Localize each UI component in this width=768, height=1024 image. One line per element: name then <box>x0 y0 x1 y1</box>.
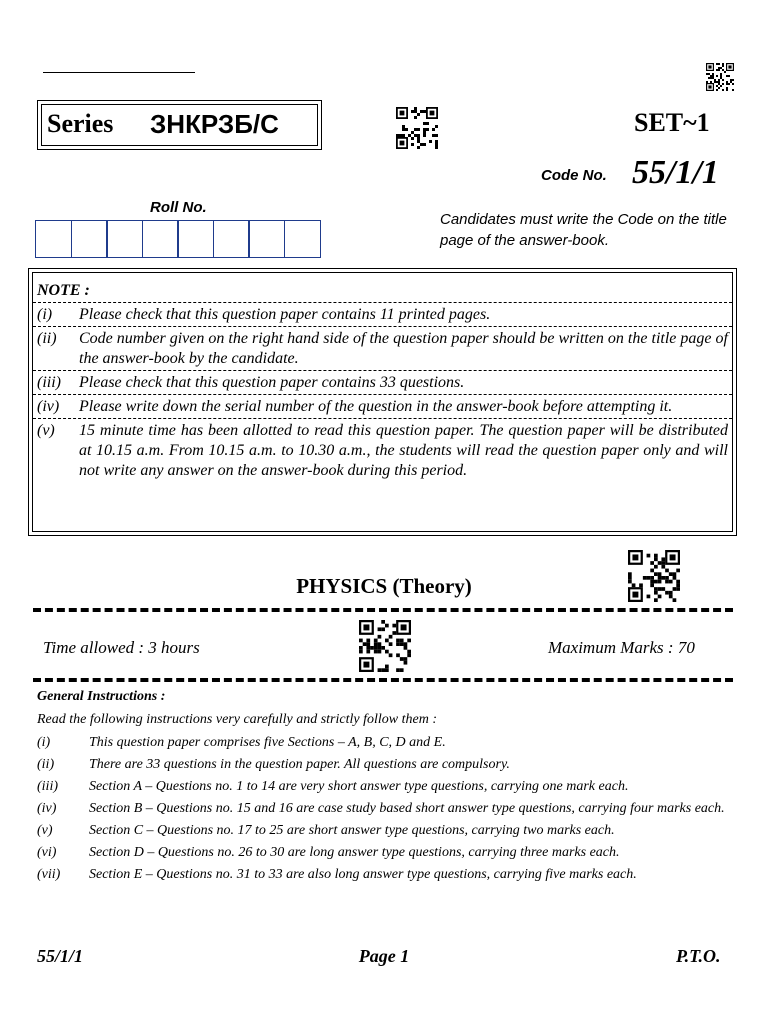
subject-title: PHYSICS (Theory) <box>296 574 472 598</box>
instruction-number: (iii) <box>37 779 58 794</box>
note-item-text: 15 minute time has been allotted to read this question paper. The question paper will be distributed at 10.15 a.m. From 10.15 a.m. to 10.30 a.m., the students will read the question paper only and will not write any answer on the answer-book during this period. <box>79 422 728 479</box>
note-item <box>33 303 732 327</box>
qr-code-top-right <box>706 63 734 91</box>
instruction-item <box>37 801 731 817</box>
instruction-number: (vii) <box>37 867 61 882</box>
instruction-number: (vi) <box>37 845 57 860</box>
note-item <box>33 395 732 419</box>
roll-no-box[interactable] <box>35 220 72 258</box>
note-item-number: (v) <box>37 422 55 439</box>
note-item-text: Please write down the serial number of the question in the answer-book before attempting it. <box>79 398 673 415</box>
note-item <box>33 327 732 371</box>
dashed-divider-bottom <box>33 678 733 682</box>
instruction-text: Section E – Questions no. 31 to 33 are also long answer type questions, carrying five marks each. <box>89 867 637 882</box>
instruction-number: (i) <box>37 735 51 750</box>
note-item-text: Please check that this question paper contains 11 printed pages. <box>79 306 491 323</box>
instruction-text: This question paper comprises five Sections – A, B, C, D and E. <box>89 735 446 750</box>
top-rule <box>43 72 195 73</box>
series-code: ЗНКРЗБ/С <box>150 109 279 139</box>
roll-no-box[interactable] <box>284 220 321 258</box>
note-title: NOTE : <box>33 273 732 303</box>
note-list <box>33 303 732 482</box>
code-no-value: 55/1/1 <box>632 154 719 191</box>
roll-no-box[interactable] <box>248 220 285 258</box>
qr-code-header <box>396 107 438 149</box>
maximum-marks: Maximum Marks : 70 <box>548 638 695 657</box>
instruction-text: Section B – Questions no. 15 and 16 are case study based short answer type questions, carrying four marks each. <box>89 801 725 816</box>
note-item-number: (i) <box>37 306 53 323</box>
roll-no-box[interactable] <box>213 220 250 258</box>
instruction-item <box>37 867 731 883</box>
code-no-label: Code No. <box>541 167 607 184</box>
instruction-text: There are 33 questions in the question paper. All questions are compulsory. <box>89 757 510 772</box>
series-box <box>37 100 322 150</box>
note-item <box>33 371 732 395</box>
roll-no-boxes <box>35 220 319 258</box>
note-item-number: (ii) <box>37 330 57 347</box>
roll-no-box[interactable] <box>71 220 108 258</box>
roll-no-box[interactable] <box>142 220 179 258</box>
dashed-divider-top <box>33 608 733 612</box>
instruction-number: (iv) <box>37 801 57 816</box>
instruction-number: (v) <box>37 823 53 838</box>
time-allowed: Time allowed : 3 hours <box>43 638 200 657</box>
instruction-item <box>37 845 731 861</box>
note-item-text: Please check that this question paper contains 33 questions. <box>79 374 465 391</box>
roll-no-box[interactable] <box>106 220 143 258</box>
instruction-number: (ii) <box>37 757 55 772</box>
general-instructions-title: General Instructions : <box>37 689 166 704</box>
candidates-note: Candidates must write the Code on the title page of the answer-book. <box>440 211 727 249</box>
instruction-item <box>37 757 731 773</box>
general-instructions-intro: Read the following instructions very carefully and strictly follow them : <box>37 712 437 727</box>
instruction-text: Section D – Questions no. 26 to 30 are long answer type questions, carrying three marks each. <box>89 845 620 860</box>
instruction-text: Section C – Questions no. 17 to 25 are short answer type questions, carrying two marks each. <box>89 823 615 838</box>
note-item-number: (iv) <box>37 398 60 415</box>
note-item-text: Code number given on the right hand side of the question paper should be written on the title page of the answer-book by the candidate. <box>79 330 728 367</box>
note-box <box>28 268 737 536</box>
series-label: Series <box>47 109 114 138</box>
roll-no-box[interactable] <box>177 220 214 258</box>
instruction-item <box>37 779 731 795</box>
qr-code-center <box>359 620 411 672</box>
roll-no-label: Roll No. <box>150 199 207 216</box>
instruction-item <box>37 823 731 839</box>
footer-page: Page 1 <box>358 946 410 966</box>
footer-code: 55/1/1 <box>37 946 84 966</box>
footer-pto: P.T.O. <box>676 946 721 966</box>
instruction-text: Section A – Questions no. 1 to 14 are very short answer type questions, carrying one mark each. <box>89 779 629 794</box>
set-label: SET~1 <box>634 108 710 137</box>
instruction-item <box>37 735 731 751</box>
general-instructions-list <box>37 735 731 889</box>
note-item <box>33 419 732 482</box>
note-item-number: (iii) <box>37 374 61 391</box>
